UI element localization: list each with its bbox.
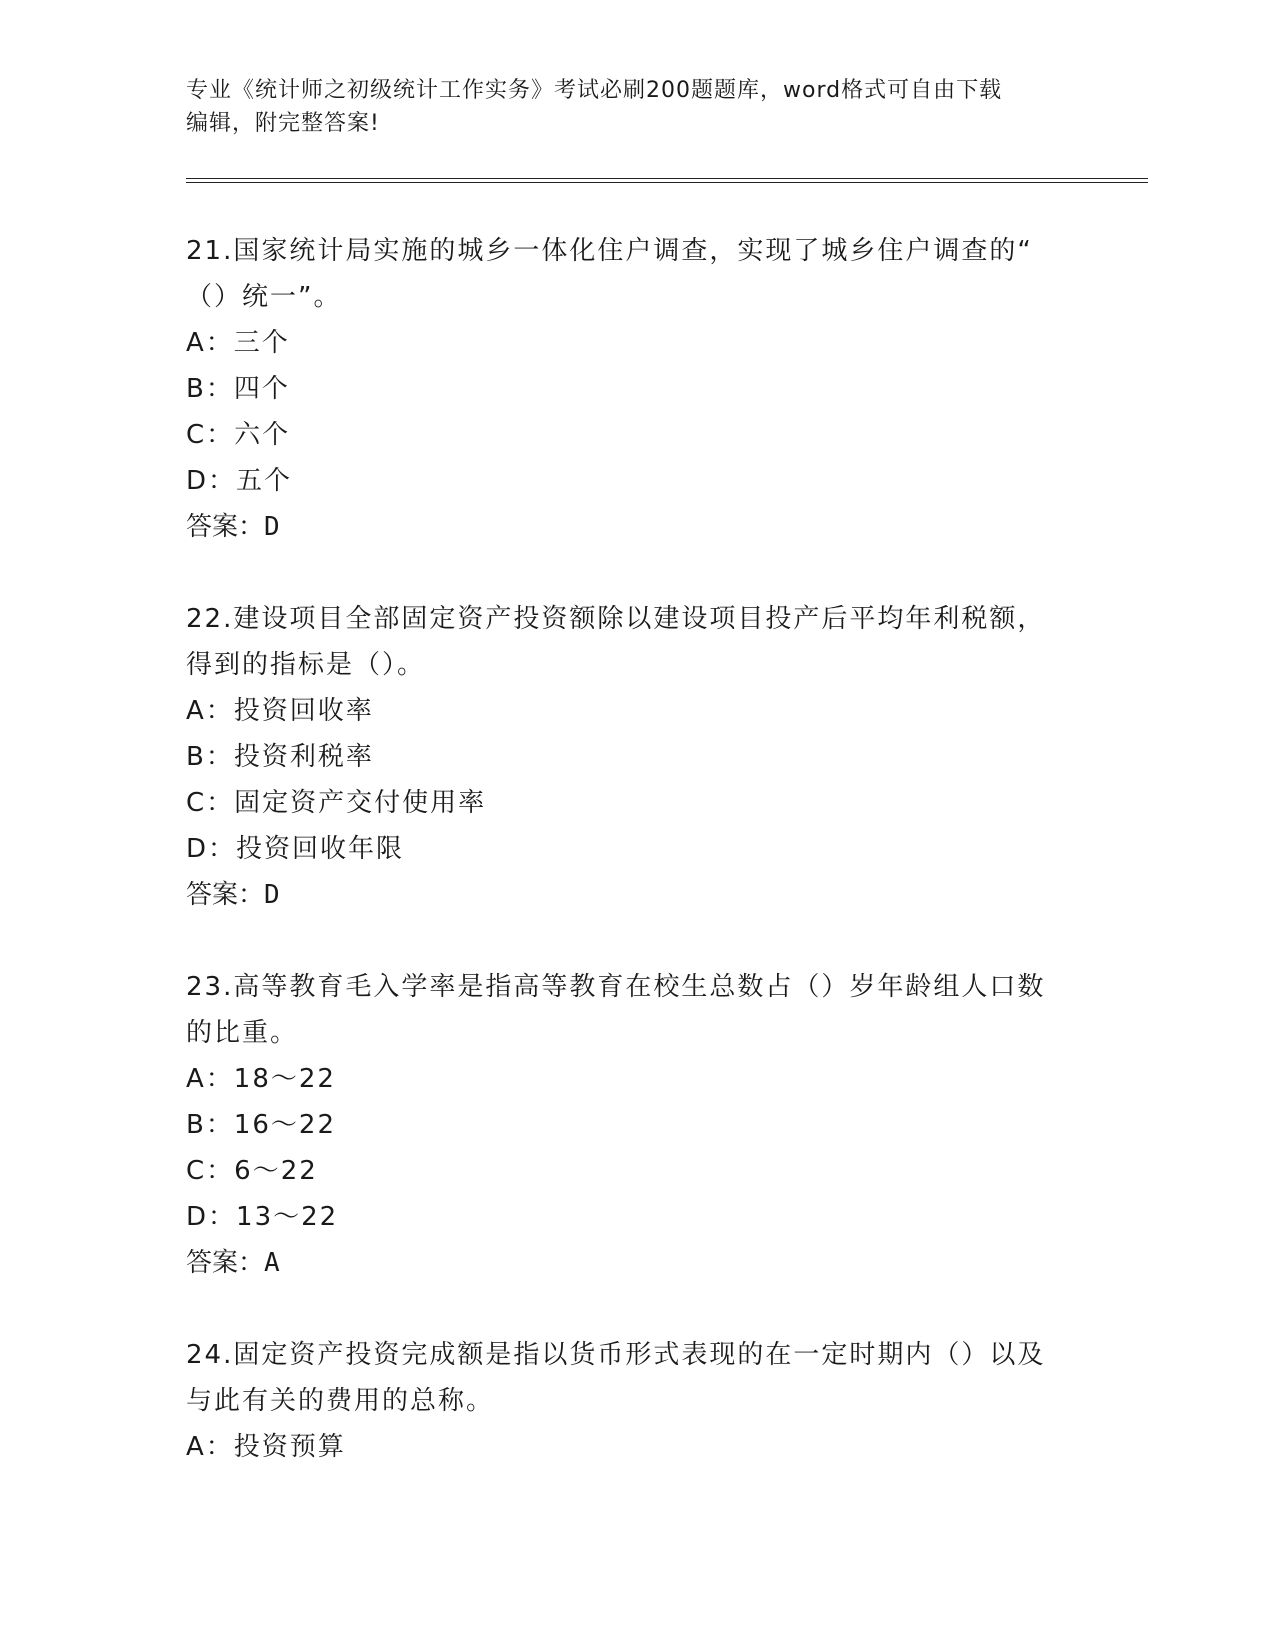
answer-line [186, 872, 1086, 918]
header-divider-top [186, 178, 1148, 179]
document-header [186, 74, 1066, 140]
option-d: D：五个 [186, 466, 293, 496]
answer-label: 答案： [186, 512, 265, 542]
question-stem-line-2: 的比重。 [186, 1018, 299, 1048]
option-c: C：六个 [186, 420, 291, 450]
question-23 [186, 964, 1086, 1286]
option-a: A：三个 [186, 328, 290, 358]
question-stem-line-1: 22.建设项目全部固定资产投资额除以建设项目投产后平均年利税额， [186, 604, 1046, 634]
answer-label: 答案： [186, 1248, 265, 1278]
question-stem-line-2: 得到的指标是（）。 [186, 650, 426, 680]
answer-value: D [264, 512, 280, 542]
option-a: A：投资预算 [186, 1432, 346, 1462]
question-stem-line-2: 与此有关的费用的总称。 [186, 1386, 495, 1416]
option-b: B：四个 [186, 374, 290, 404]
question-24 [186, 1332, 1086, 1470]
option-b: B：投资利税率 [186, 742, 374, 772]
question-stem-line-1: 23.高等教育毛入学率是指高等教育在校生总数占（）岁年龄组人口数 [186, 972, 1046, 1002]
answer-value: D [264, 880, 280, 910]
question-stem-line-1: 24.固定资产投资完成额是指以货币形式表现的在一定时期内（）以及 [186, 1340, 1046, 1370]
option-a: A：投资回收率 [186, 696, 374, 726]
option-b: B：16～22 [186, 1110, 337, 1140]
answer-line [186, 1240, 1086, 1286]
question-stem-line-1: 21.国家统计局实施的城乡一体化住户调查，实现了城乡住户调查的“ [186, 236, 1033, 266]
answer-label: 答案： [186, 880, 265, 910]
option-d: D：投资回收年限 [186, 834, 405, 864]
option-a: A：18～22 [186, 1064, 336, 1094]
header-line-1: 专业《统计师之初级统计工作实务》考试必刷200题题库，word格式可自由下载 [186, 78, 1003, 103]
header-line-2: 编辑，附完整答案! [186, 111, 380, 136]
question-stem-line-2: （）统一”。 [186, 282, 342, 312]
option-c: C：6～22 [186, 1156, 318, 1186]
header-divider-bottom [186, 182, 1148, 183]
answer-value: A [264, 1248, 280, 1278]
option-d: D：13～22 [186, 1202, 339, 1232]
question-22 [186, 596, 1086, 918]
answer-line [186, 504, 1086, 550]
question-21 [186, 228, 1086, 550]
option-c: C：固定资产交付使用率 [186, 788, 487, 818]
